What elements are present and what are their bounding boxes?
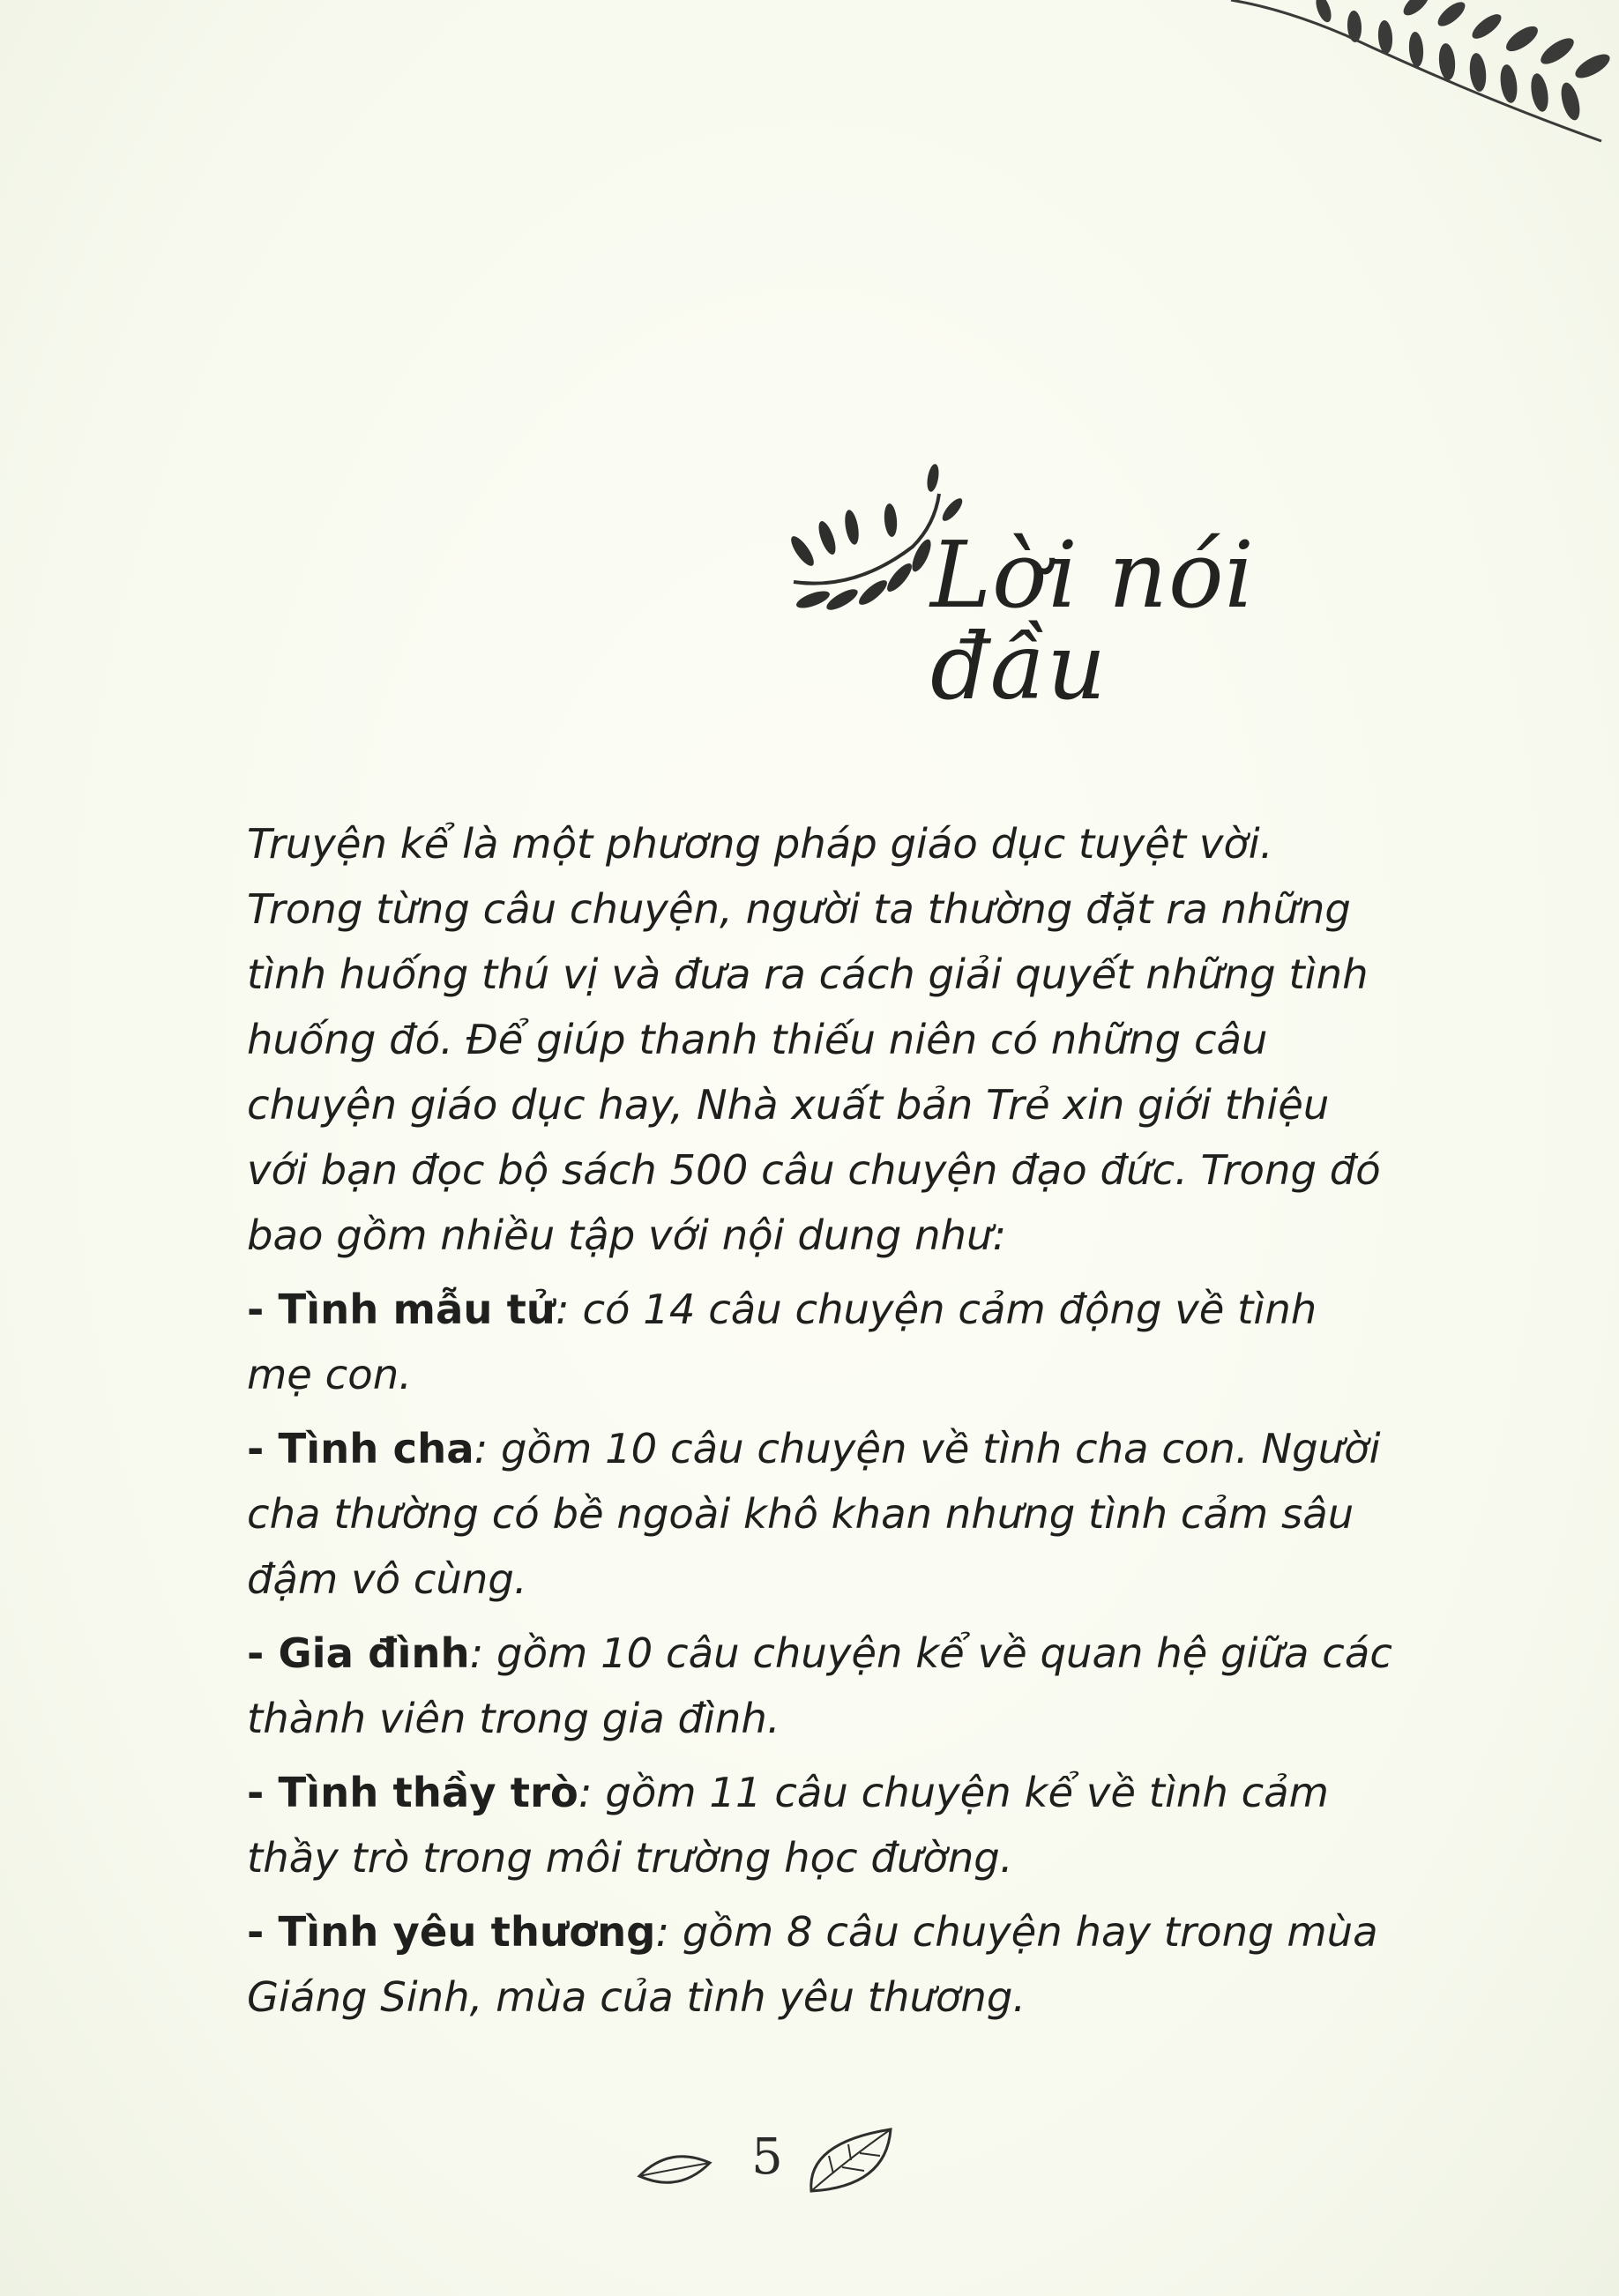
body-text: [247, 811, 1393, 2030]
list-item: [247, 1899, 1393, 2030]
list-item: [247, 1760, 1393, 1890]
list-item: [247, 1277, 1393, 1407]
item-label: - Gia đình: [247, 1629, 470, 1677]
item-label: - Tình mẫu tử: [247, 1286, 556, 1333]
leaf-icon: [635, 2141, 714, 2194]
leaf-icon: [802, 2125, 899, 2195]
item-text: : có 14 câu chuyện cảm động về tình mẹ con.: [247, 1286, 1317, 1398]
list-item: [247, 1621, 1393, 1751]
intro-paragraph: Truyện kể là một phương pháp giáo dục tuyệt vời. Trong từng câu chuyện, người ta thường đặt ra những tình huống thú vị và đưa ra cách giải quyết những tình huống đó. Để giúp thanh thiếu niên có những câu chuyện giáo dục hay, Nhà xuất bản Trẻ xin giới thiệu với bạn đọc bộ sách 500 câu chuyện đạo đức. Trong đó bao gồm nhiều tập với nội dung như:: [247, 820, 1381, 1259]
page-number: 5: [751, 2128, 783, 2186]
item-label: - Tình yêu thương: [247, 1908, 656, 1956]
list-item: [247, 1416, 1393, 1612]
item-text: : gồm 11 câu chuyện kể về tình cảm thầy trò trong môi trường học đường.: [247, 1769, 1329, 1882]
corner-branch-icon: [1125, 0, 1619, 159]
page-title: Lời nói đầu: [930, 521, 1255, 720]
item-label: - Tình cha: [247, 1425, 474, 1472]
item-label: - Tình thầy trò: [247, 1769, 578, 1816]
title-block: [758, 441, 1429, 720]
item-text: : gồm 10 câu chuyện về tình cha con. Người cha thường có bề ngoài khô khan nhưng tình cảm sâu đậm vô cùng.: [247, 1425, 1381, 1603]
item-text: : gồm 8 câu chuyện hay trong mùa Giáng Sinh, mùa của tình yêu thương.: [247, 1908, 1378, 2021]
item-text: : gồm 10 câu chuyện kể về quan hệ giữa các thành viên trong gia đình.: [247, 1629, 1392, 1742]
page-footer: [635, 2125, 935, 2204]
